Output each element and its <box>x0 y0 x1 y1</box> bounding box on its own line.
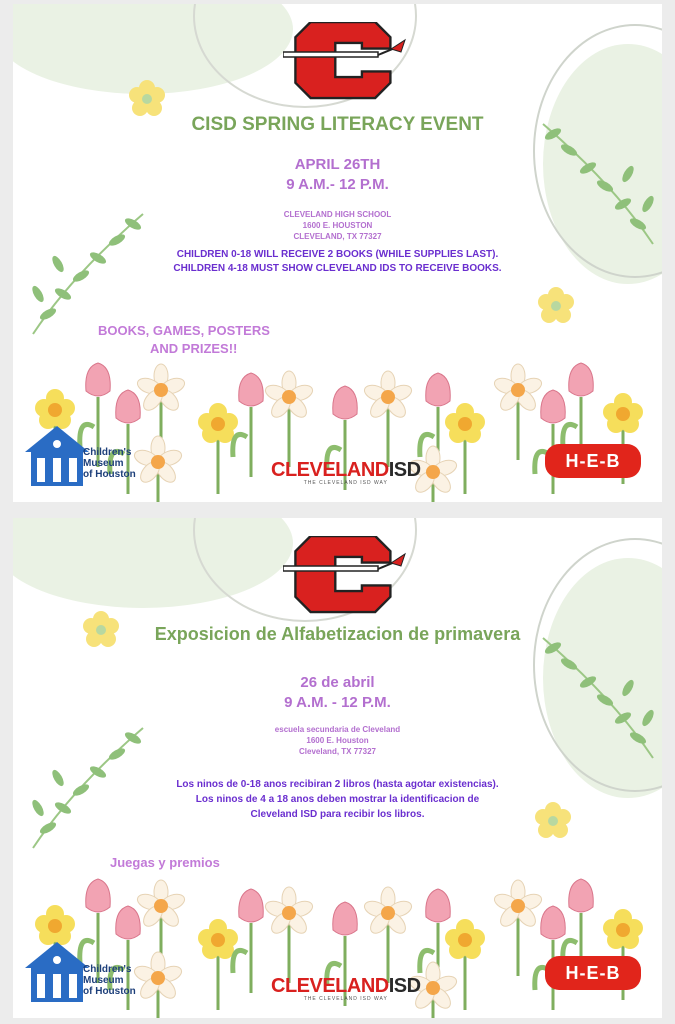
childrens-museum-name: Children's Museum of Houston <box>83 964 136 997</box>
event-time: 9 A.M.- 12 P.M. <box>286 176 389 193</box>
venue-city: Cleveland, TX 77327 <box>299 747 376 756</box>
venue-name: escuela secundaria de Cleveland <box>274 725 401 734</box>
cisd-c-logo <box>283 536 413 618</box>
flyer-english <box>13 4 662 502</box>
childrens-museum-logo <box>25 422 89 488</box>
eligibility-note-1: CHILDREN 0-18 WILL RECEIVE 2 BOOKS (WHILE SUPPLIES LAST). <box>176 249 499 260</box>
venue-city: CLEVELAND, TX 77327 <box>293 232 382 241</box>
eligibility-note-2: CHILDREN 4-18 MUST SHOW CLEVELAND IDS TO RECEIVE BOOKS. <box>173 263 502 274</box>
eligibility-note-3: Cleveland ISD para recibir los libros. <box>250 809 425 820</box>
extras-line-2: AND PRIZES!! <box>150 341 238 356</box>
cleveland-isd-logo: CLEVELANDISD THE CLEVELAND ISD WAY <box>271 459 421 486</box>
venue-street: 1600 E. Houston <box>306 736 369 745</box>
heb-logo: H-E-B <box>545 444 641 478</box>
eligibility-note-2: Los ninos de 4 a 18 anos deben mostrar la identificacion de <box>195 794 480 805</box>
eligibility-note-1: Los ninos de 0-18 anos recibiran 2 libros (hasta agotar existencias). <box>176 779 499 790</box>
extras-line-1: BOOKS, GAMES, POSTERS <box>98 323 270 338</box>
venue-name: CLEVELAND HIGH SCHOOL <box>283 210 392 219</box>
event-title: Exposicion de Alfabetizacion de primavera <box>154 624 521 644</box>
event-title: CISD SPRING LITERACY EVENT <box>191 114 484 135</box>
childrens-museum-logo <box>25 938 89 1004</box>
heb-logo: H-E-B <box>545 956 641 990</box>
event-time: 9 A.M. - 12 P.M. <box>284 694 391 711</box>
extras-line: Juegas y premios <box>110 855 220 870</box>
childrens-museum-name: Children's Museum of Houston <box>83 447 136 480</box>
flyer-spanish <box>13 518 662 1018</box>
event-date: 26 de abril <box>300 674 375 691</box>
event-date: APRIL 26TH <box>294 156 381 173</box>
cisd-c-logo <box>283 22 413 104</box>
cleveland-isd-logo: CLEVELANDISD THE CLEVELAND ISD WAY <box>271 975 421 1002</box>
venue-street: 1600 E. HOUSTON <box>302 221 373 230</box>
